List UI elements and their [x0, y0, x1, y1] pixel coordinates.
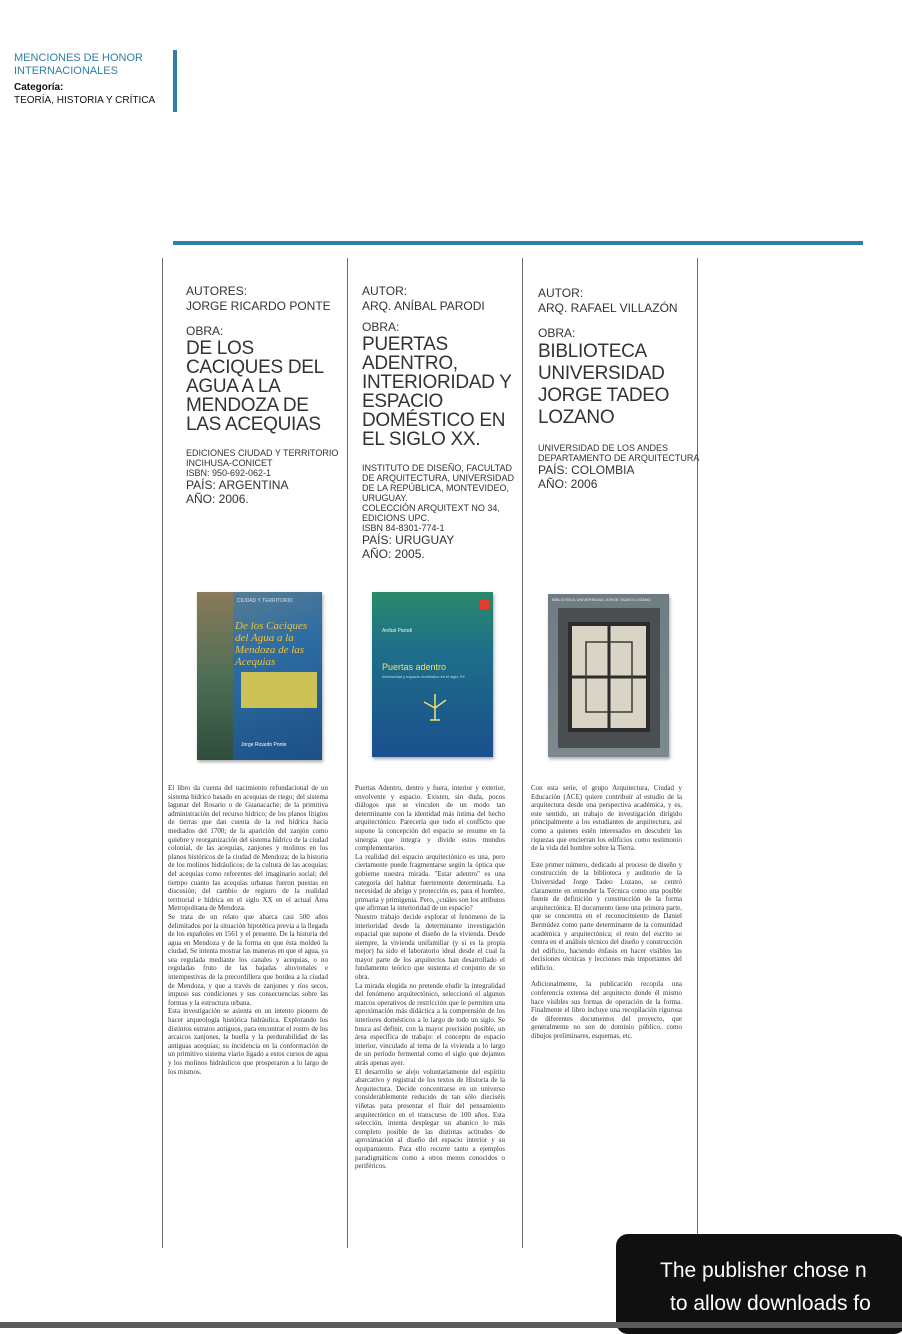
category-value: TEORÍA, HISTORIA Y CRÍTICA — [14, 95, 156, 106]
book-cover-3 — [548, 594, 669, 757]
work-title: BIBLIOTECA UNIVERSIDAD JORGE TADEO LOZANO — [538, 341, 670, 428]
book-cover-1 — [197, 592, 322, 760]
author-name: ARQ. ANÍBAL PARODI — [362, 299, 485, 313]
download-notice-toast — [616, 1234, 902, 1334]
author-name: ARQ. RAFAEL VILLAZÓN — [538, 301, 678, 315]
toast-line1: The publisher chose n — [660, 1259, 867, 1282]
cover-figure-icon — [420, 692, 450, 722]
cover-title: Puertas adentro — [382, 662, 447, 672]
entry-2 — [362, 284, 524, 561]
cover-logo-mark — [480, 600, 489, 609]
work-title: DE LOS CACIQUES DEL AGUA A LA MENDOZA DE LAS ACEQUIAS — [186, 338, 324, 435]
year: AÑO: 2006 — [538, 477, 598, 491]
entry-3-body: Con esta serie, el grupo Arquitectura, Ciudad y Educación (ACE) quiere contribuir al estudio de la arquitectura desde una perspectiva académica, y es, este sentido, un trabajo de investigación dirigido principalmente a los estudiantes de arquitectura, así como a quienes estén interesados en descubrir las riquezas que encierran los edificios como testimonio de la vida del hombre sobre la Tierra. Este primer número, dedicado al proceso de diseño y construcción de la biblioteca y auditorio de la Universidad Jorge Tadeo Lozano, se centró claramente en entender la Técnica como una posible fuente de definición y construcción de la forma arquitectónica. El documento tiene una primera parte, que se concentra en el reconocimiento de Daniel Bermúdez como parte determinante de la comunidad académica y arquitectónica; el resto del escrito se centra en el análisis técnico del diseño y construcción del edificio, haciendo énfasis en hacer visibles las decisiones técnicas y lecciones más importantes del edificio. Adicionalmente, la publicación recopila una conferencia extensa del arquitecto donde él mismo hace visibles sus formas de operación de la forma. Finalmente el libro incluye una recopilación rigurosa de diferentes documentos del proyecto, que generalmente no son de dominio público, como dibujos preliminares, esquemas, etc. — [531, 784, 682, 1041]
work-label: OBRA: — [538, 326, 576, 340]
publisher-info: EDICIONES CIUDAD Y TERRITORIO INCIHUSA-CONICET ISBN: 950-692-062-1 — [186, 448, 339, 478]
column-separator-1 — [162, 258, 163, 1248]
header-rule — [173, 241, 863, 245]
section-title — [14, 52, 143, 78]
publisher-info: INSTITUTO DE DISEÑO, FACULTAD DE ARQUITECTURA, UNIVERSIDAD DE LA REPÚBLICA, MONTEVIDEO, URUGUAY. COLECCIÓN ARQUITEXT NO 34, EDICIONS UPC. ISBN 84-8301-774-1 — [362, 463, 515, 533]
section-title-line1: MENCIONES DE HONOR — [14, 52, 143, 64]
country: PAÍS: COLOMBIA — [538, 463, 635, 477]
author-label: AUTOR: — [362, 284, 408, 298]
year: AÑO: 2006. — [186, 492, 249, 506]
entry-1 — [186, 284, 348, 506]
country: PAÍS: URUGUAY — [362, 533, 455, 547]
author-label: AUTOR: — [538, 286, 584, 300]
year: AÑO: 2005. — [362, 547, 425, 561]
publisher-info: UNIVERSIDAD DE LOS ANDES DEPARTAMENTO DE ARQUITECTURA — [538, 443, 700, 463]
work-label: OBRA: — [362, 320, 400, 334]
cover-highlight-box — [241, 672, 317, 708]
cover-series: CIUDAD Y TERRITORIO — [237, 598, 293, 604]
author-label: AUTORES: — [186, 284, 248, 298]
cover-author: Aníbal Parodi — [382, 628, 413, 634]
cover-subtitle: Interioridad y espacio doméstico en el siglo XX — [382, 674, 465, 679]
country: PAÍS: ARGENTINA — [186, 478, 289, 492]
book-cover-2 — [372, 592, 493, 757]
entry-1-body: El libro da cuenta del nacimiento refundacional de un sistema hídrico basado en acequias de riego; del sistema lagunar del Rosario o de Guanacache; de la primitiva administración del recurso hídrico; de los planos litigios de tierras que dan cuenta de la red hídrica hacia mediados del 1700; de la aparición del zanjón como quiebre y reorganización del sistema hídrico de la ciudad colonial, de las acequias, zanjones y molinos en los planos históricos de la ciudad de Mendoza; de la historia de los molinos hidráulicos; de la cultura de las acequias; del acequias como referentes del imaginario social; del tiempo cuanto las acequias urbanas fueron puestas en discusión; del cambio de registro de la realidad territorial e hídrica en el siglo XX en el actual Área Metropolitana de Mendoza. Se trata de un relato que abarca casi 500 años delimitados por la situación hipotética previa a la llegada de los españoles en 1561 y el presente. De la historia del agua en Mendoza y de la forma en que ésta moldeó la ciudad. Se intenta mostrar las maneras en que el agua, ya sea regulada mediante los canales y acequias, o no reguladas fruto de las bajadas aluvionales e intempestivas de la precordillera que bordea a la ciudad de Mendoza, y que a través de zanjones y ríos secos, impuso sus condiciones y sus consecuencias sobre las formas y la estructura urbana. Esta investigación se asienta en un intento pionero de hacer arqueología histórica hidráulica. Explorando los distintos estratos antiguos, para encontrar el rostro de los arcaicos zanjones, la huella y la perdurabilidad de las antiguas acequias; su incidencia en la conformación de un primitivo sistema viario ligado a estos cursos de agua y los molinos hidráulicos que prosperaron a lo largo de los mismos. — [168, 784, 328, 1076]
work-label: OBRA: — [186, 324, 224, 338]
category-label: Categoría: — [14, 82, 64, 93]
cover-author: Jorge Ricardo Ponte — [241, 742, 287, 748]
section-title-line2: INTERNACIONALES — [14, 65, 118, 77]
entry-2-body: Puertas Adentro, dentro y fuera, interior y exterior, envolvente y espacio. Existen, sin duda, pocos diálogos que se vinculen de un modo tan determinante con la identidad más íntima del hecho arquitectónico. Parecería que todo el conflicto que supone la concepción del espacio se resume en la sinergia que integra y divide estos mundos complementarios. La realidad del espacio arquitectónico es una, pero ciertamente puede fragmentarse según la óptica que gobierne nuestra mirada. "Estar adentro" es una categoría del habitar fuertemente determinada. La necesidad de abrigo y protección es, para el hombre, primaria y primigenia. Pero, ¿cuáles son los atributos que afirman la interioridad de un espacio? Nuestro trabajo decide explorar el fenómeno de la interioridad desde la determinante investigación espacial que supone el diseño de la vivienda. Desde siempre, la vivienda unifamiliar (y si es la propia mejor) ha sido el laboratorio ideal desde el cual la mayor parte de los arquitectos han desarrollado el fundamento teórico que sustenta el conjunto de su obra. La mirada elegida no pretende eludir la integralidad del fenómeno arquitectónico, seleccionó el algunos marcos operativos de restricción que le permiten una aproximación más didáctica a la comprensión de los interiores domésticos a lo largo de todo un siglo. Se busca así definir, con la mayor precisión posible, un área específica de trabajo: el concepto de espacio interior, vinculado al tema de la vivienda a lo largo de un período fermental como el siglo que dejamos atrás apenas ayer. El desarrollo se alejo voluntariamente del espíritu abarcativo y registral de los textos de Historia de la Arquitectura. Decide concentrarse en un universo considerablemente reducido de tan sólo dieciséis viñetas para presentar el fluir del pensamiento arquitectónico en el transcurso de 100 años. Esta selección, intenta desplegar un abanico lo más completo posible de las distintas actitudes de aproximación al diseño del espacio interior y su equipamiento. Para ello recurre tanto a ejemplos paradigmáticos como a otros menos conocidos o periféricos. — [355, 784, 505, 1171]
toast-line2: to allow downloads fo — [670, 1292, 871, 1315]
work-title: PUERTAS ADENTRO, INTERIORIDAD Y ESPACIO DOMÉSTICO EN EL SIGLO XX. — [362, 334, 512, 450]
cover-photo-strip — [197, 592, 233, 760]
cover-skylight-image — [558, 608, 660, 748]
cover-title: De los Caciques del Agua a la Mendoza de las Acequias — [235, 620, 308, 668]
cover-title: BIBLIOTECA UNIVERSIDAD JORGE TADEO LOZANO — [552, 597, 651, 602]
entry-3 — [538, 286, 700, 491]
author-name: JORGE RICARDO PONTE — [186, 299, 331, 313]
bottom-scroll-bar[interactable] — [0, 1322, 902, 1328]
header-accent-bar — [173, 50, 177, 112]
